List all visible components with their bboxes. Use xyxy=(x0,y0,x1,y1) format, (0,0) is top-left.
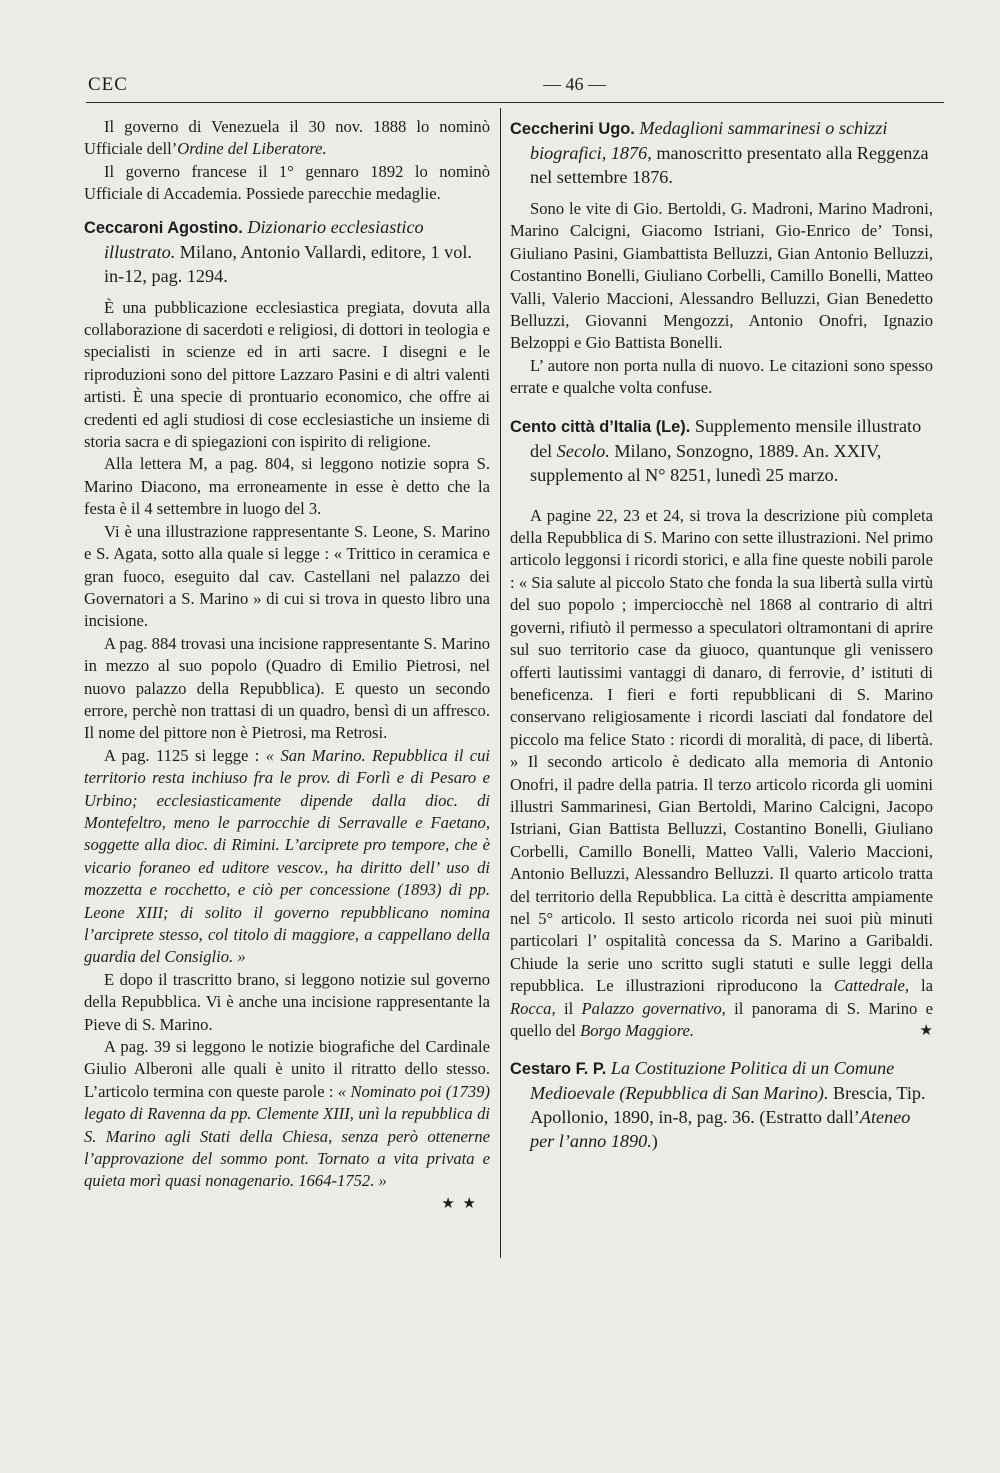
italic-text: Ordine del Liberatore. xyxy=(177,139,327,159)
entry-heading xyxy=(510,1056,933,1153)
entry-publication: Milano, Sonzogno, 1889. An. XXIV, supplemento al N° 8251, lunedì 25 marzo. xyxy=(530,440,882,485)
entry-heading xyxy=(84,215,490,288)
running-head-title: CEC xyxy=(88,74,128,95)
header-rule xyxy=(86,102,944,103)
text: il xyxy=(563,998,574,1018)
paragraph: E dopo il trascritto brano, si leggono notizie sul governo della Repubblica. Vi è anche una incisione rappresentante la Pieve di S. Marino. xyxy=(84,969,490,1034)
text: la xyxy=(921,976,934,996)
entry-source-italic: Ateneo per l’anno 1890. xyxy=(530,1107,911,1152)
entry-title: Dizionario ecclesiastico illustrato. xyxy=(104,216,424,262)
text: Il governo di Venezuela il 30 nov. 1888 lo nominò Ufficiale dell’ xyxy=(84,117,490,159)
paragraph: L’ autore non porta nulla di nuovo. Le citazioni sono spesso errate e qualche volta confuse. xyxy=(510,355,933,398)
paragraph: È una pubblicazione ecclesiastica pregiata, dovuta alla collaborazione di sacerdoti e religiosi, di dottori in teologia e specialisti in scienze ed in arti sacre. I disegni e le riproduzioni sono del pittore Lazzaro Pasini e di altri valenti artisti. È una specie di prontuario economico, che offre ai credenti ed agli studiosi di cose ecclesiastiche un insieme di storia sacra e di spiegazioni con ispirito di religione. xyxy=(84,297,490,452)
entry-title-italic: Secolo. xyxy=(556,440,610,461)
italic-text: Cattedrale, xyxy=(833,976,910,996)
paragraph xyxy=(84,116,490,161)
paragraph: Sono le vite di Gio. Bertoldi, G. Madroni, Marino Madroni, Marino Calcigni, Giacomo Istriani, Gio-Enrico de’ Tonsi, Giuliano Pasini, Giambattista Belluzzi, Gian Antonio Belluzzi, Costantino Bonelli, Giuliano Corbelli, Camillo Bonelli, Matteo Valli, Valerio Maccioni, Alessandro Belluzzi, Gian Benedetto Belluzzi, Giovanni Mengozzi, Antonio Onofri, Ignazio Belzoppi e Gio Battista Bonelli. xyxy=(510,199,933,353)
bibliography-entry xyxy=(510,1056,933,1153)
text: A pagine 22, 23 et 24, si trova la descrizione più completa della Repubblica di S. Marino con sette illustrazioni. Nel primo articolo leggonsi i ricordi storici, e alla fine queste nobili parole : « Sia salute al piccolo Stato che fonda la sua libertà sulla virtù del suo popolo ; imperciocchè nel 1868 al contrario di altri governi, rifiutò il permesso a speculatori oltramontani di aprire sul suo territorio case da giuoco, quantunque gli venissero offerti lautissimi vantaggi di danaro, di ferrovie, d’ istituti di beneficenza. I fieri e forti repubblicani di S. Marino conservano religiosamente i ricordi lasciati dal fondatore del piccolo ma felice Stato : ricordi di moralità, di pace, di libertà. » Il secondo articolo è dedicato alla memoria di Antonio Onofri, il padre della patria. Il terzo articolo ricorda gli uomini illustri Sammarinesi, Gian Bertoldi, Marino Calcigni, Jacopo Istriani, Gian Battista Belluzzi, Costantino Bonelli, Giuliano Corbelli, Camillo Bonelli, Matteo Valli, Valerio Maccioni, Antonio Belluzzi, Alessandro Belluzzi. Il quarto articolo tratta del territorio della Repubblica. La città è descritta ampiamente nel 5° articolo. Il sesto articolo ricorda nei suoi più minuti particolari l’ ospitalità concessa da S. Marino a Garibaldi. Chiude la serie uno scritto sugli statuti e sulle leggi della repubblica. Le illustrazioni riproducono la xyxy=(510,505,933,996)
entry-author: Ceccaroni Agostino. xyxy=(84,218,243,237)
italic-text: Palazzo governativo, xyxy=(581,998,726,1018)
text: A pag. 1125 si legge : xyxy=(104,745,260,765)
italic-text: Rocca, xyxy=(510,998,556,1018)
paragraph xyxy=(84,745,490,969)
entry-title: Medaglioni sammarinesi o schizzi biografici, 1876, xyxy=(530,118,888,163)
column-divider xyxy=(500,108,501,1258)
running-header xyxy=(88,74,940,102)
entry-author: Cestaro F. P. xyxy=(510,1060,607,1079)
entry-heading xyxy=(510,414,933,487)
end-star: ★ xyxy=(919,1023,933,1039)
left-column xyxy=(84,116,490,1215)
paragraph xyxy=(84,1036,490,1193)
entry-title: Supplemento mensile illustrato del xyxy=(530,415,922,461)
entry-publication: manoscritto presentato alla Reggenza nel settembre 1876. xyxy=(530,143,929,187)
paragraph: A pag. 884 trovasi una incisione rappresentante S. Marino in mezzo al suo popolo (Quadro di Emilio Pietrosi, nel nuovo palazzo della Repubblica). E questo un secondo errore, perchè non trattasi di un quadro, bensì di un affresco. Il nome del pittore non è Pietrosi, ma Retrosi. xyxy=(84,633,490,743)
quotation: « Nominato poi (1739) legato di Ravenna da pp. Clemente XIII, unì la repubblica di S. Marino agli Stati della Chiesa, senza però ottenerne l’approvazione del sommo pont. Tornato a vita privata e quieta morì quasi nonagenario. 1664-1752. » xyxy=(84,1081,490,1191)
paragraph: Il governo francese il 1° gennaro 1892 lo nominò Ufficiale di Accademia. Possiede parecchie medaglie. xyxy=(84,161,490,204)
bibliography-entry xyxy=(84,215,490,288)
entry-title: La Costituzione Politica di un Comune Medioevale (Repubblica di San Marino). xyxy=(530,1058,895,1104)
text: A pag. 39 si leggono le notizie biografiche del Cardinale Giulio Alberoni alle quali è unito il ritratto dello stesso. L’articolo termina con queste parole : xyxy=(84,1037,490,1101)
entry-publication: Milano, Antonio Vallardi, editore, 1 vol. in-12, pag. 1294. xyxy=(104,241,472,286)
italic-text: Borgo Maggiore. xyxy=(580,1021,695,1040)
paragraph xyxy=(510,505,933,1043)
bibliography-entry xyxy=(510,116,933,189)
bibliography-entry xyxy=(510,414,933,487)
right-column xyxy=(510,116,933,1153)
entry-author: Cento città d’Italia (Le). xyxy=(510,417,691,436)
entry-author: Ceccherini Ugo. xyxy=(510,120,635,138)
paragraph: Alla lettera M, a pag. 804, si leggono notizie sopra S. Marino Diacono, ma erroneamente in esse è detto che la festa è il 4 settembre in luogo del 3. xyxy=(84,454,490,519)
page-number: — 46 — xyxy=(543,74,606,94)
entry-heading xyxy=(510,116,933,189)
paragraph: Vi è una illustrazione rappresentante S. Leone, S. Marino e S. Agata, sotto alla quale si legge : « Trittico in ceramica e gran fuoco, eseguito dal cav. Castellani nel palazzo dei Governatori a S. Marino » di cui si trova in questo libro una incisione. xyxy=(84,521,490,631)
entry-publication: Brescia, Tip. Apollonio, 1890, in-8, pag. 36. (Estratto dall’ xyxy=(530,1083,926,1128)
text: il panorama di S. Marino e quello del xyxy=(510,998,933,1040)
quotation: « San Marino. Repubblica il cui territorio resta inchiuso fra le prov. di Forlì e di Pesaro e Urbino; ecclesiasticamente dipende dalla dioc. di Montefeltro, meno le parrocchie di Serravalle e Faetano, soggette alla dioc. di Rimini. L’arciprete pro tempore, che è vicario foraneo ed uditore vescov., ha diritto dell’ uso di mozzetta e rocchetto, e ciò per concessione (1893) di pp. Leone XIII; di solito il governo repubblicano nomina l’arciprete stesso, col titolo di maggiore, a cappellano della guardia del Consiglio. » xyxy=(84,745,490,967)
end-stars: ★ ★ xyxy=(441,1195,478,1212)
text: ) xyxy=(651,1131,658,1152)
